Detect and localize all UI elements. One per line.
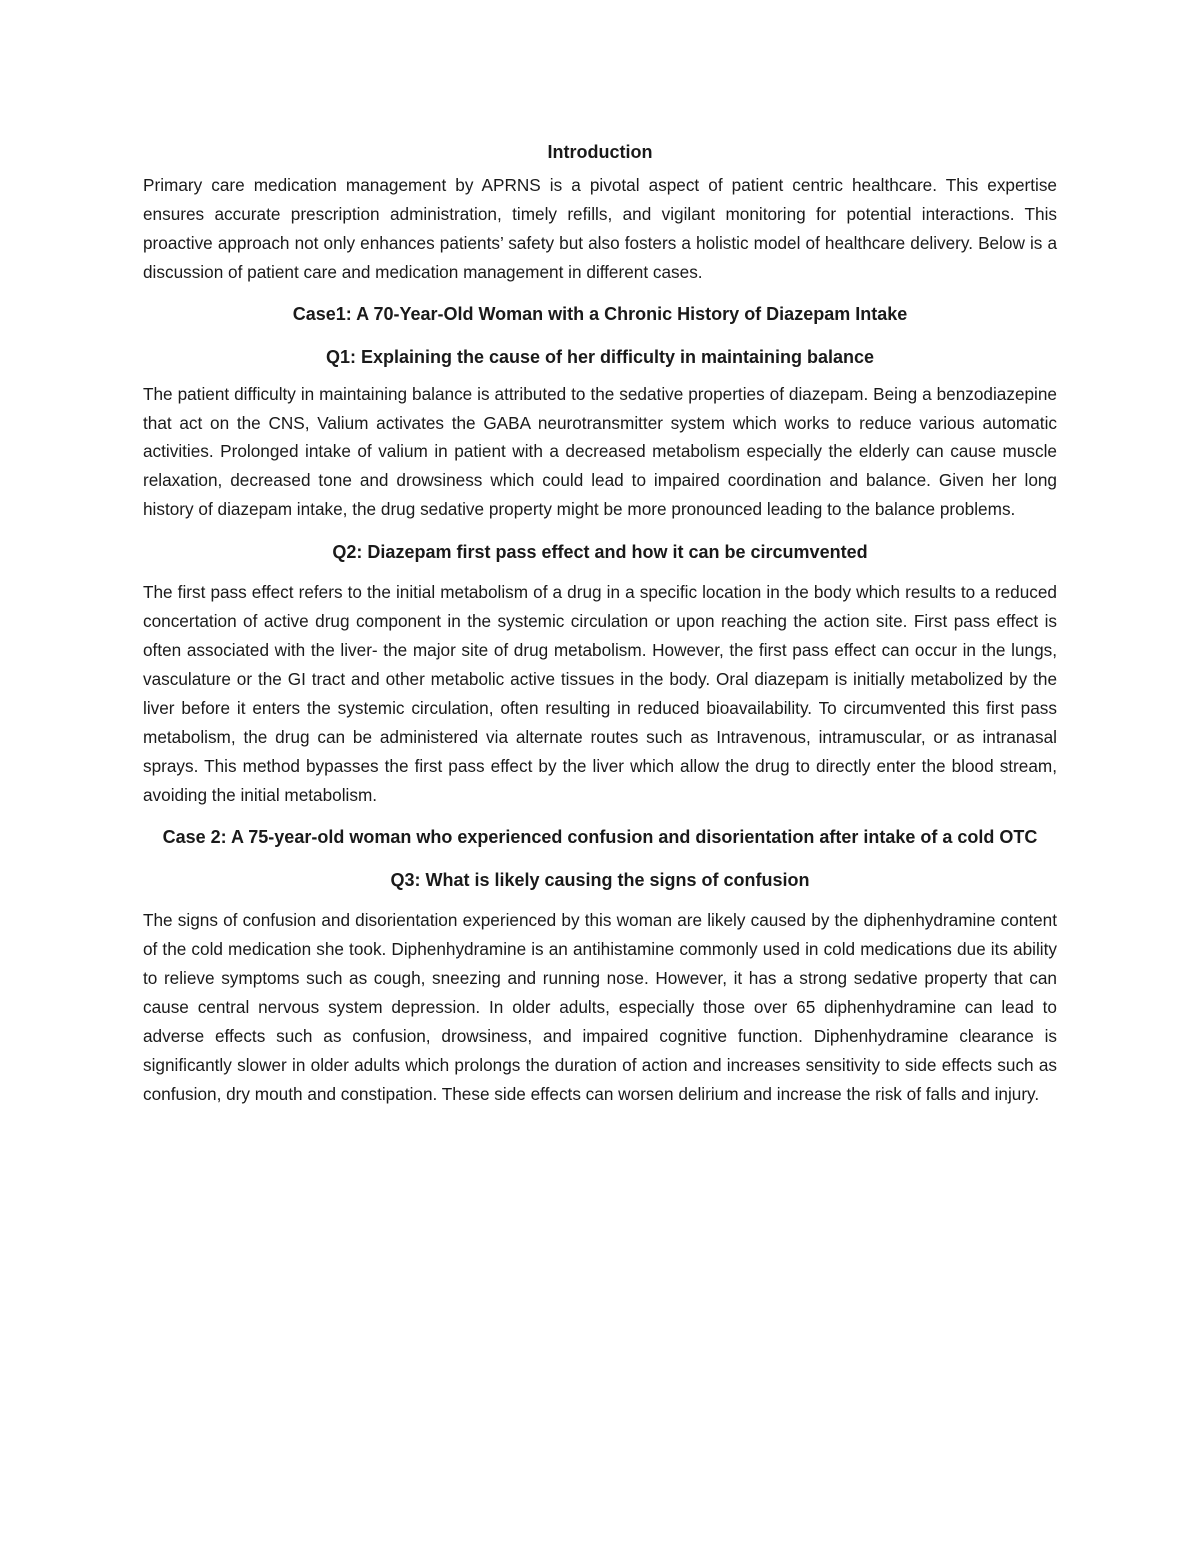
case2-heading: Case 2: A 75-year-old woman who experienced confusion and disorientation after intake of a cold OTC [162,827,1038,848]
introduction-paragraph: Primary care medication management by APRNS is a pivotal aspect of patient centric healthcare. This expertise ensures accurate prescription administration, timely refills, and vigilant monitoring for potential interactions. This proactive approach not only enhances patients’ safety but also fosters a holistic model of healthcare delivery. Below is a discussion of patient care and medication management in different cases. [143,175,1057,282]
q2-heading: Q2: Diazepam first pass effect and how it can be circumvented [332,542,868,563]
q1-heading: Q1: Explaining the cause of her difficulty in maintaining balance [325,346,875,367]
case1-heading: Case1: A 70-Year-Old Woman with a Chronic History of Diazepam Intake [292,303,908,324]
q1-paragraph: The patient difficulty in maintaining balance is attributed to the sedative properties of diazepam. Being a benzodiazepine that act on the CNS, Valium activates the GABA neurotransmitter system which works to reduce various automatic activities. Prolonged intake of valium in patient with a decreased metabolism especially the elderly can cause muscle relaxation, decreased tone and drowsiness which could lead to impaired coordination and balance. Given her long history of diazepam intake, the drug sedative property might be more pronounced leading to the balance problems. [143,383,1057,520]
document-page [143,138,1057,1109]
q2-paragraph: The first pass effect refers to the initial metabolism of a drug in a specific location in the body which results to a reduced concertation of active drug component in the systemic circulation or upon reaching the action site. First pass effect is often associated with the liver- the major site of drug metabolism. However, the first pass effect can occur in the lungs, vasculature or the GI tract and other metabolic active tissues in the body. Oral diazepam is initially metabolized by the liver before it enters the systemic circulation, often resulting in reduced bioavailability. To circumvented this first pass metabolism, the drug can be administered via alternate routes such as Intravenous, intramuscular, or as intranasal sprays. This method bypasses the first pass effect by the liver which allow the drug to directly enter the blood stream, avoiding the initial metabolism. [143,582,1057,805]
section-heading-introduction: Introduction [547,142,653,162]
q3-paragraph: The signs of confusion and disorientation experienced by this woman are likely caused by the diphenhydramine content of the cold medication she took. Diphenhydramine is an antihistamine commonly used in cold medications due its ability to relieve symptoms such as cough, sneezing and running nose. However, it has a strong sedative property that can cause central nervous system depression. In older adults, especially those over 65 diphenhydramine can lead to adverse effects such as confusion, drowsiness, and impaired cognitive function. Diphenhydramine clearance is significantly slower in older adults which prolongs the duration of action and increases sensitivity to side effects such as confusion, dry mouth and constipation. These side effects can worsen delirium and increase the risk of falls and injury. [143,910,1057,1104]
q3-heading: Q3: What is likely causing the signs of confusion [390,870,810,891]
